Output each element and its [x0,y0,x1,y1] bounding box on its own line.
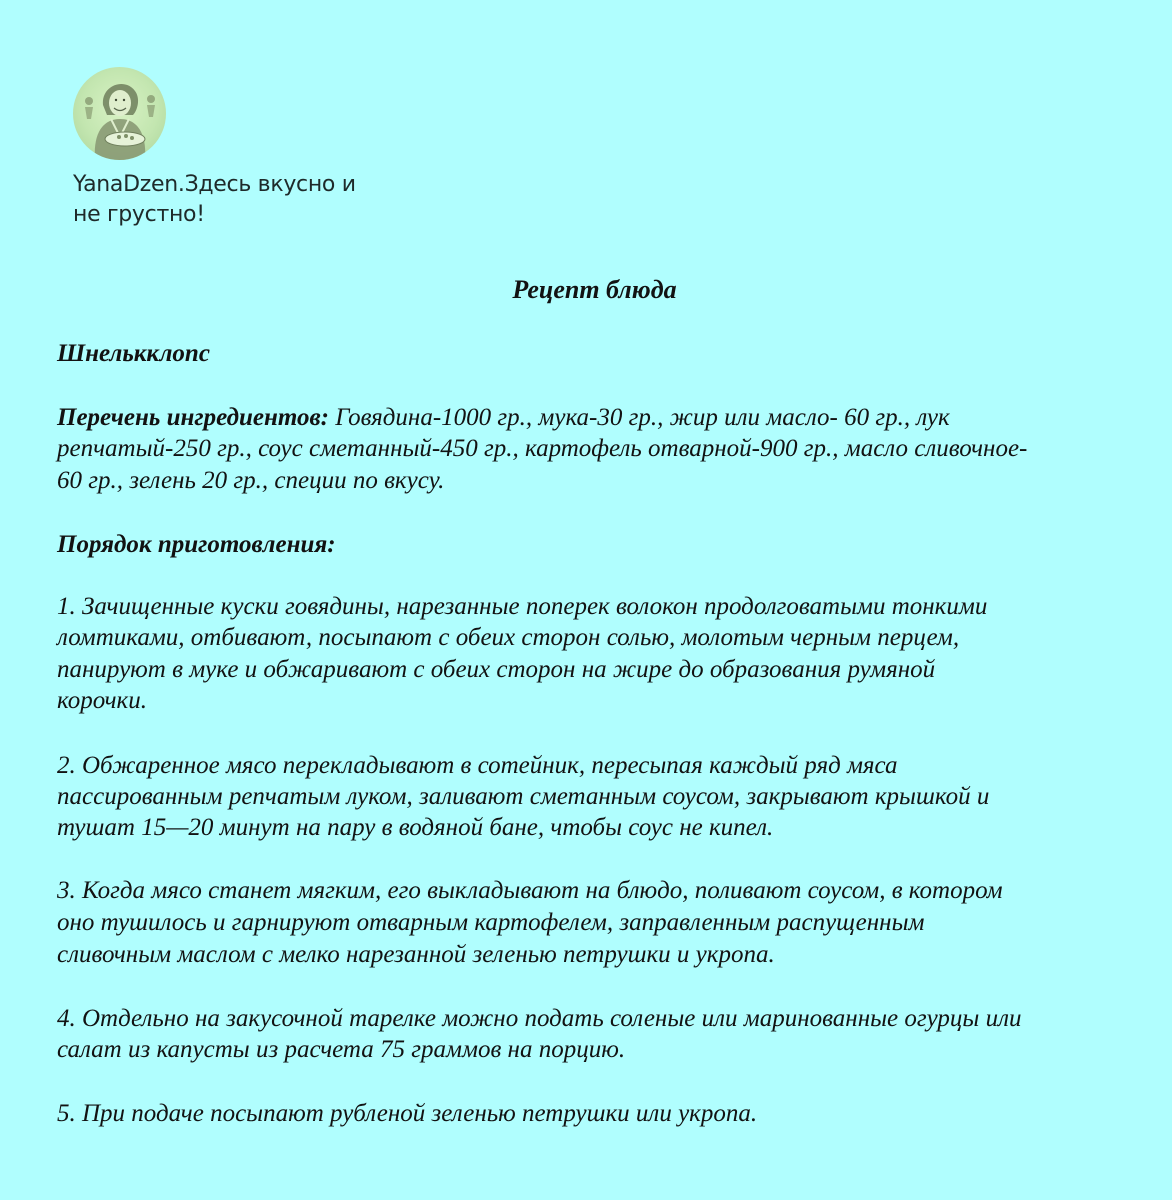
step-line: ломтиками, отбивают, посыпают с обеих сторон солью, молотым черным перцем, [57,624,960,651]
step-line: салат из капусты из расчета 75 граммов на порцию. [57,1036,626,1063]
step-line: 2. Обжаренное мясо перекладывают в сотейник, пересыпая каждый ряд мяса [57,752,898,779]
ingredients-line-2: репчатый-250 гр., соус сметанный-450 гр., картофель отварной-900 гр., масло сливочное- [57,435,1028,462]
step-line: 4. Отдельно на закусочной тарелке можно подать соленые или маринованные огурцы или [57,1005,1022,1032]
step-line: 1. Зачищенные куски говядины, нарезанные поперек волокон продолговатыми тонкими [57,593,988,620]
avatar[interactable] [73,67,166,160]
step-line: панируют в муке и обжаривают с обеих сторон на жире до образования румяной [57,656,936,683]
page-title: Рецепт блюда [512,275,677,304]
step-line: пассированным репчатым луком, заливают сметанным соусом, закрывают крышкой и [57,783,990,810]
step-line: оно тушилось и гарнируют отварным картофелем, заправленным распущенным [57,909,925,936]
ingredients-line-3: 60 гр., зелень 20 гр., специи по вкусу. [57,467,445,494]
ingredients-text: Говядина-1000 гр., мука-30 гр., жир или масло- 60 гр., лук [328,404,950,431]
channel-name[interactable] [73,170,433,230]
avatar-vintage-woman-icon [73,67,166,160]
step-line: 3. Когда мясо станет мягким, его выкладывают на блюдо, поливают соусом, в котором [57,877,1003,904]
dish-name: Шнелькклопс [57,340,210,367]
channel-name-line-2: не грустно! [73,202,205,227]
channel-name-line-1: YanaDzen.Здесь вкусно и [73,172,356,197]
ingredients-label: Перечень ингредиентов: [57,404,329,431]
step-line: корочки. [57,687,147,714]
step-line: сливочным маслом с мелко нарезанной зеленью петрушки и укропа. [57,941,775,968]
step-line: тушат 15—20 минут на пару в водяной бане, чтобы соус не кипел. [57,814,774,841]
ingredients-line-1 [57,402,950,434]
channel-header [73,67,356,227]
preparation-label: Порядок приготовления: [57,531,336,558]
step-line: 5. При подаче посыпают рубленой зеленью петрушки или укропа. [57,1100,758,1127]
